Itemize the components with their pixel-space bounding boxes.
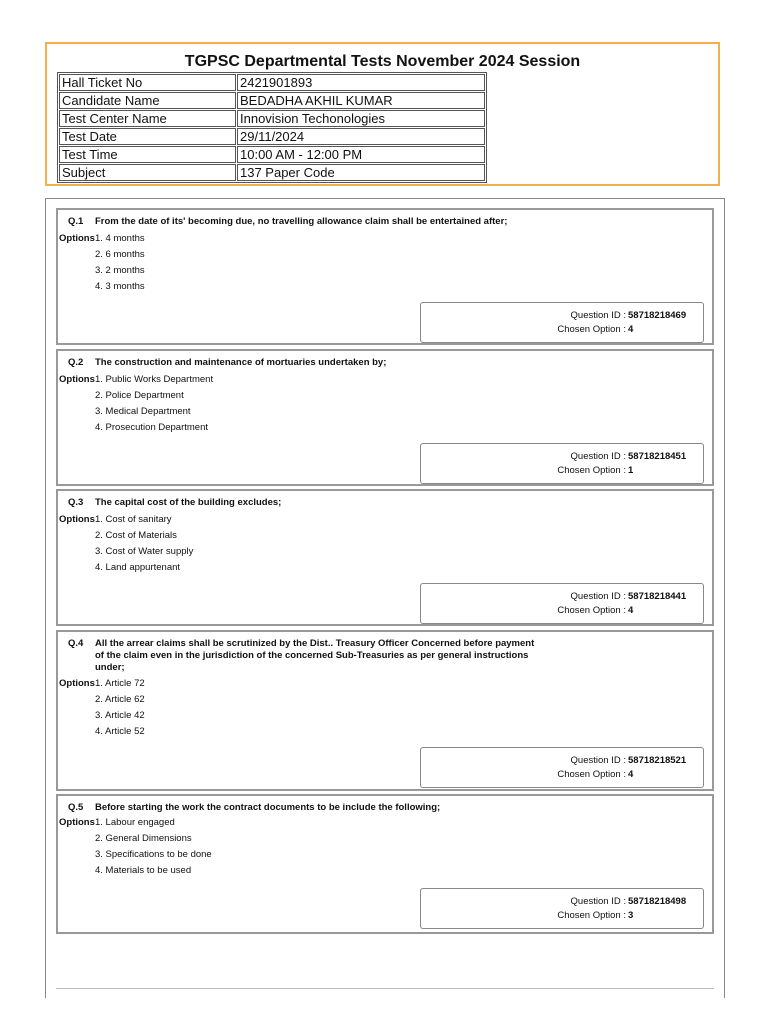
option-item: 3. Article 42 (95, 710, 145, 721)
divider (56, 988, 714, 989)
option-item: 2. Article 62 (95, 694, 145, 705)
question-id-value: 58718218469 (628, 310, 687, 321)
question-card (56, 349, 714, 486)
info-label: Test Time (59, 146, 236, 163)
chosen-option-value: 3 (628, 910, 634, 921)
info-label: Candidate Name (59, 92, 236, 109)
chosen-option-label: Chosen Option : (557, 769, 626, 780)
info-value: 2421901893 (237, 74, 485, 91)
option-item: 2. Police Department (95, 390, 184, 401)
info-label: Hall Ticket No (59, 74, 236, 91)
option-item: 2. Cost of Materials (95, 530, 177, 541)
question-number: Q.1 (68, 216, 84, 227)
options-label: Options (59, 678, 95, 689)
options-label: Options (59, 233, 95, 244)
option-item: 4. Article 52 (95, 726, 145, 737)
option-item: 1. Labour engaged (95, 817, 175, 828)
question-id-label: Question ID : (570, 591, 626, 602)
option-item: 1. 4 months (95, 233, 145, 244)
question-number: Q.2 (68, 357, 84, 368)
question-number: Q.3 (68, 497, 84, 508)
chosen-option-label: Chosen Option : (557, 324, 626, 335)
question-text: All the arrear claims shall be scrutinized by the Dist.. Treasury Officer Concerned before payment of the claim even in the jurisdiction of the concerned Sub-Treasuries as per general instructions under; (95, 638, 535, 673)
page-title: TGPSC Departmental Tests November 2024 Session (184, 53, 581, 70)
question-text: The construction and maintenance of mortuaries undertaken by; (95, 357, 387, 368)
info-row-subject (59, 164, 485, 181)
option-item: 3. Medical Department (95, 406, 191, 417)
question-card (56, 489, 714, 626)
info-row-hall-ticket (59, 74, 485, 91)
info-row-test-date (59, 128, 485, 145)
info-row-test-center (59, 110, 485, 127)
question-card (56, 630, 714, 791)
answer-info-box (420, 583, 704, 624)
chosen-option-label: Chosen Option : (557, 605, 626, 616)
question-id-value: 58718218498 (628, 896, 687, 907)
option-item: 2. General Dimensions (95, 833, 192, 844)
question-number: Q.5 (68, 802, 84, 813)
option-item: 1. Public Works Department (95, 374, 214, 385)
option-item: 4. Prosecution Department (95, 422, 209, 433)
option-item: 4. Materials to be used (95, 865, 192, 876)
question-card (56, 794, 714, 934)
info-value: BEDADHA AKHIL KUMAR (237, 92, 485, 109)
question-text: The capital cost of the building excludes; (95, 497, 282, 508)
question-card (56, 208, 714, 345)
options-label: Options (59, 514, 95, 525)
info-label: Test Center Name (59, 110, 236, 127)
candidate-info-table (57, 72, 487, 183)
info-value: 10:00 AM - 12:00 PM (237, 146, 485, 163)
chosen-option-label: Chosen Option : (557, 910, 626, 921)
question-number: Q.4 (68, 638, 84, 649)
info-row-candidate-name (59, 92, 485, 109)
answer-info-box (420, 888, 704, 929)
question-id-label: Question ID : (570, 451, 626, 462)
info-label: Test Date (59, 128, 236, 145)
chosen-option-label: Chosen Option : (557, 465, 626, 476)
chosen-option-value: 4 (628, 605, 634, 616)
option-item: 4. Land appurtenant (95, 562, 181, 573)
option-item: 3. Specifications to be done (95, 849, 212, 860)
question-id-value: 58718218441 (628, 591, 687, 602)
question-id-label: Question ID : (570, 896, 626, 907)
option-item: 1. Article 72 (95, 678, 145, 689)
info-value: 137 Paper Code (237, 164, 485, 181)
question-text: From the date of its' becoming due, no travelling allowance claim shall be entertained after; (95, 216, 508, 227)
question-id-value: 58718218451 (628, 451, 687, 462)
options-label: Options (59, 374, 95, 385)
chosen-option-value: 4 (628, 769, 634, 780)
answer-info-box (420, 302, 704, 343)
options-label: Options (59, 817, 95, 828)
question-text: Before starting the work the contract documents to be include the following; (95, 802, 441, 813)
header-box (45, 42, 720, 186)
question-id-label: Question ID : (570, 310, 626, 321)
option-item: 3. Cost of Water supply (95, 546, 194, 557)
option-item: 1. Cost of sanitary (95, 514, 172, 525)
info-row-test-time (59, 146, 485, 163)
option-item: 2. 6 months (95, 249, 145, 260)
option-item: 4. 3 months (95, 281, 145, 292)
question-id-label: Question ID : (570, 755, 626, 766)
option-item: 3. 2 months (95, 265, 145, 276)
chosen-option-value: 4 (628, 324, 634, 335)
answer-info-box (420, 443, 704, 484)
chosen-option-value: 1 (628, 465, 634, 476)
answer-info-box (420, 747, 704, 788)
info-label: Subject (59, 164, 236, 181)
info-value: Innovision Techonologies (237, 110, 485, 127)
info-value: 29/11/2024 (237, 128, 485, 145)
question-id-value: 58718218521 (628, 755, 687, 766)
